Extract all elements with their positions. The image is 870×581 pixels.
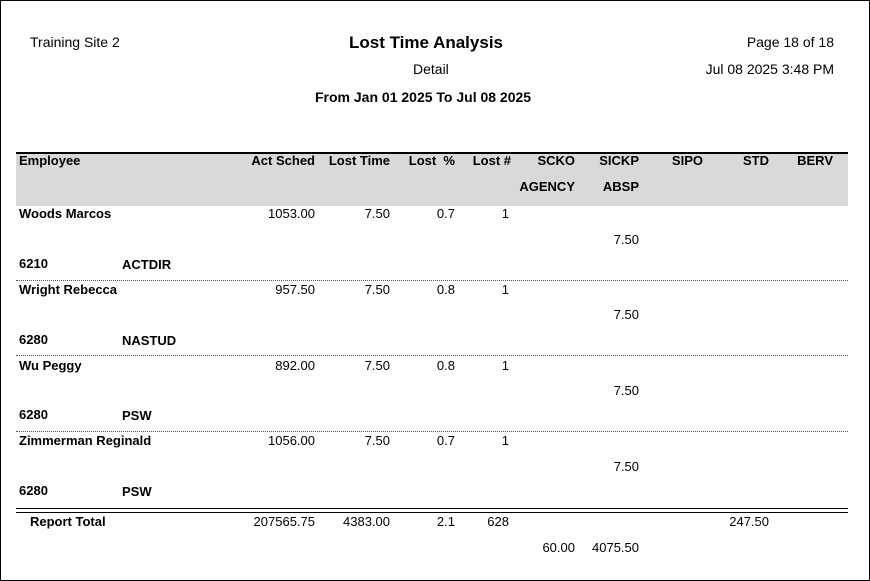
act-sched-value: 892.00 [275,358,315,373]
total-lost-time: 4383.00 [343,514,390,529]
lost-num-value: 1 [501,282,509,297]
total-lost-num: 628 [487,514,509,529]
absp-value: 7.50 [613,383,639,398]
site-name: Training Site 2 [30,34,120,50]
col-employee: Employee [19,153,81,168]
report-subtitle: Detail [413,61,449,77]
col-sickp: SICKP [599,153,639,168]
total-absp: 4075.50 [592,540,639,555]
lost-num-value: 1 [501,433,509,448]
dept-code: 6280 [19,407,48,422]
col-sipo: SIPO [671,153,703,168]
row-separator [16,280,848,281]
lost-pct-value: 0.7 [436,433,455,448]
lost-num-value: 1 [501,358,509,373]
total-act-sched: 207565.75 [253,514,315,529]
row-separator [16,355,848,356]
col-scko: SCKO [537,153,575,168]
row-separator [16,431,848,432]
col-absp: ABSP [602,179,639,194]
col-lost-time: Lost Time [328,153,390,168]
employee-name: Zimmerman Reginald [19,433,152,448]
total-agency: 60.00 [542,540,575,555]
absp-value: 7.50 [613,307,639,322]
report-title: Lost Time Analysis [349,33,503,52]
lost-pct-value: 0.8 [436,358,455,373]
lost-pct-value: 0.8 [436,282,455,297]
total-std: 247.50 [729,514,769,529]
employee-name: Wu Peggy [19,358,82,373]
lost-time-value: 7.50 [364,358,390,373]
lost-time-value: 7.50 [364,206,390,221]
dept-code: 6210 [19,256,48,271]
job-code: NASTUD [122,333,177,348]
col-act-sched: Act Sched [251,153,315,168]
lost-num-value: 1 [501,206,509,221]
absp-value: 7.50 [613,232,639,247]
lost-time-value: 7.50 [364,433,390,448]
dept-code: 6280 [19,332,48,347]
col-agency: AGENCY [519,179,575,194]
dept-code: 6280 [19,483,48,498]
col-lost-num: Lost # [472,153,511,168]
act-sched-value: 1056.00 [268,433,315,448]
col-berv: BERV [797,153,833,168]
total-separator [16,508,848,513]
employee-name: Wright Rebecca [19,282,118,297]
employee-name: Woods Marcos [19,206,112,221]
act-sched-value: 957.50 [275,282,315,297]
job-code: PSW [122,484,152,499]
job-code: ACTDIR [122,257,172,272]
page-number: Page 18 of 18 [746,34,834,50]
col-std: STD [743,153,769,168]
job-code: PSW [122,408,152,423]
lost-time-value: 7.50 [364,282,390,297]
report-timestamp: Jul 08 2025 3:48 PM [705,61,834,77]
date-range: From Jan 01 2025 To Jul 08 2025 [315,89,532,105]
absp-value: 7.50 [613,459,639,474]
col-lost-pct: Lost % [408,153,455,168]
total-lost-pct: 2.1 [436,514,455,529]
act-sched-value: 1053.00 [268,206,315,221]
lost-pct-value: 0.7 [436,206,455,221]
report-total-label: Report Total [30,514,106,529]
